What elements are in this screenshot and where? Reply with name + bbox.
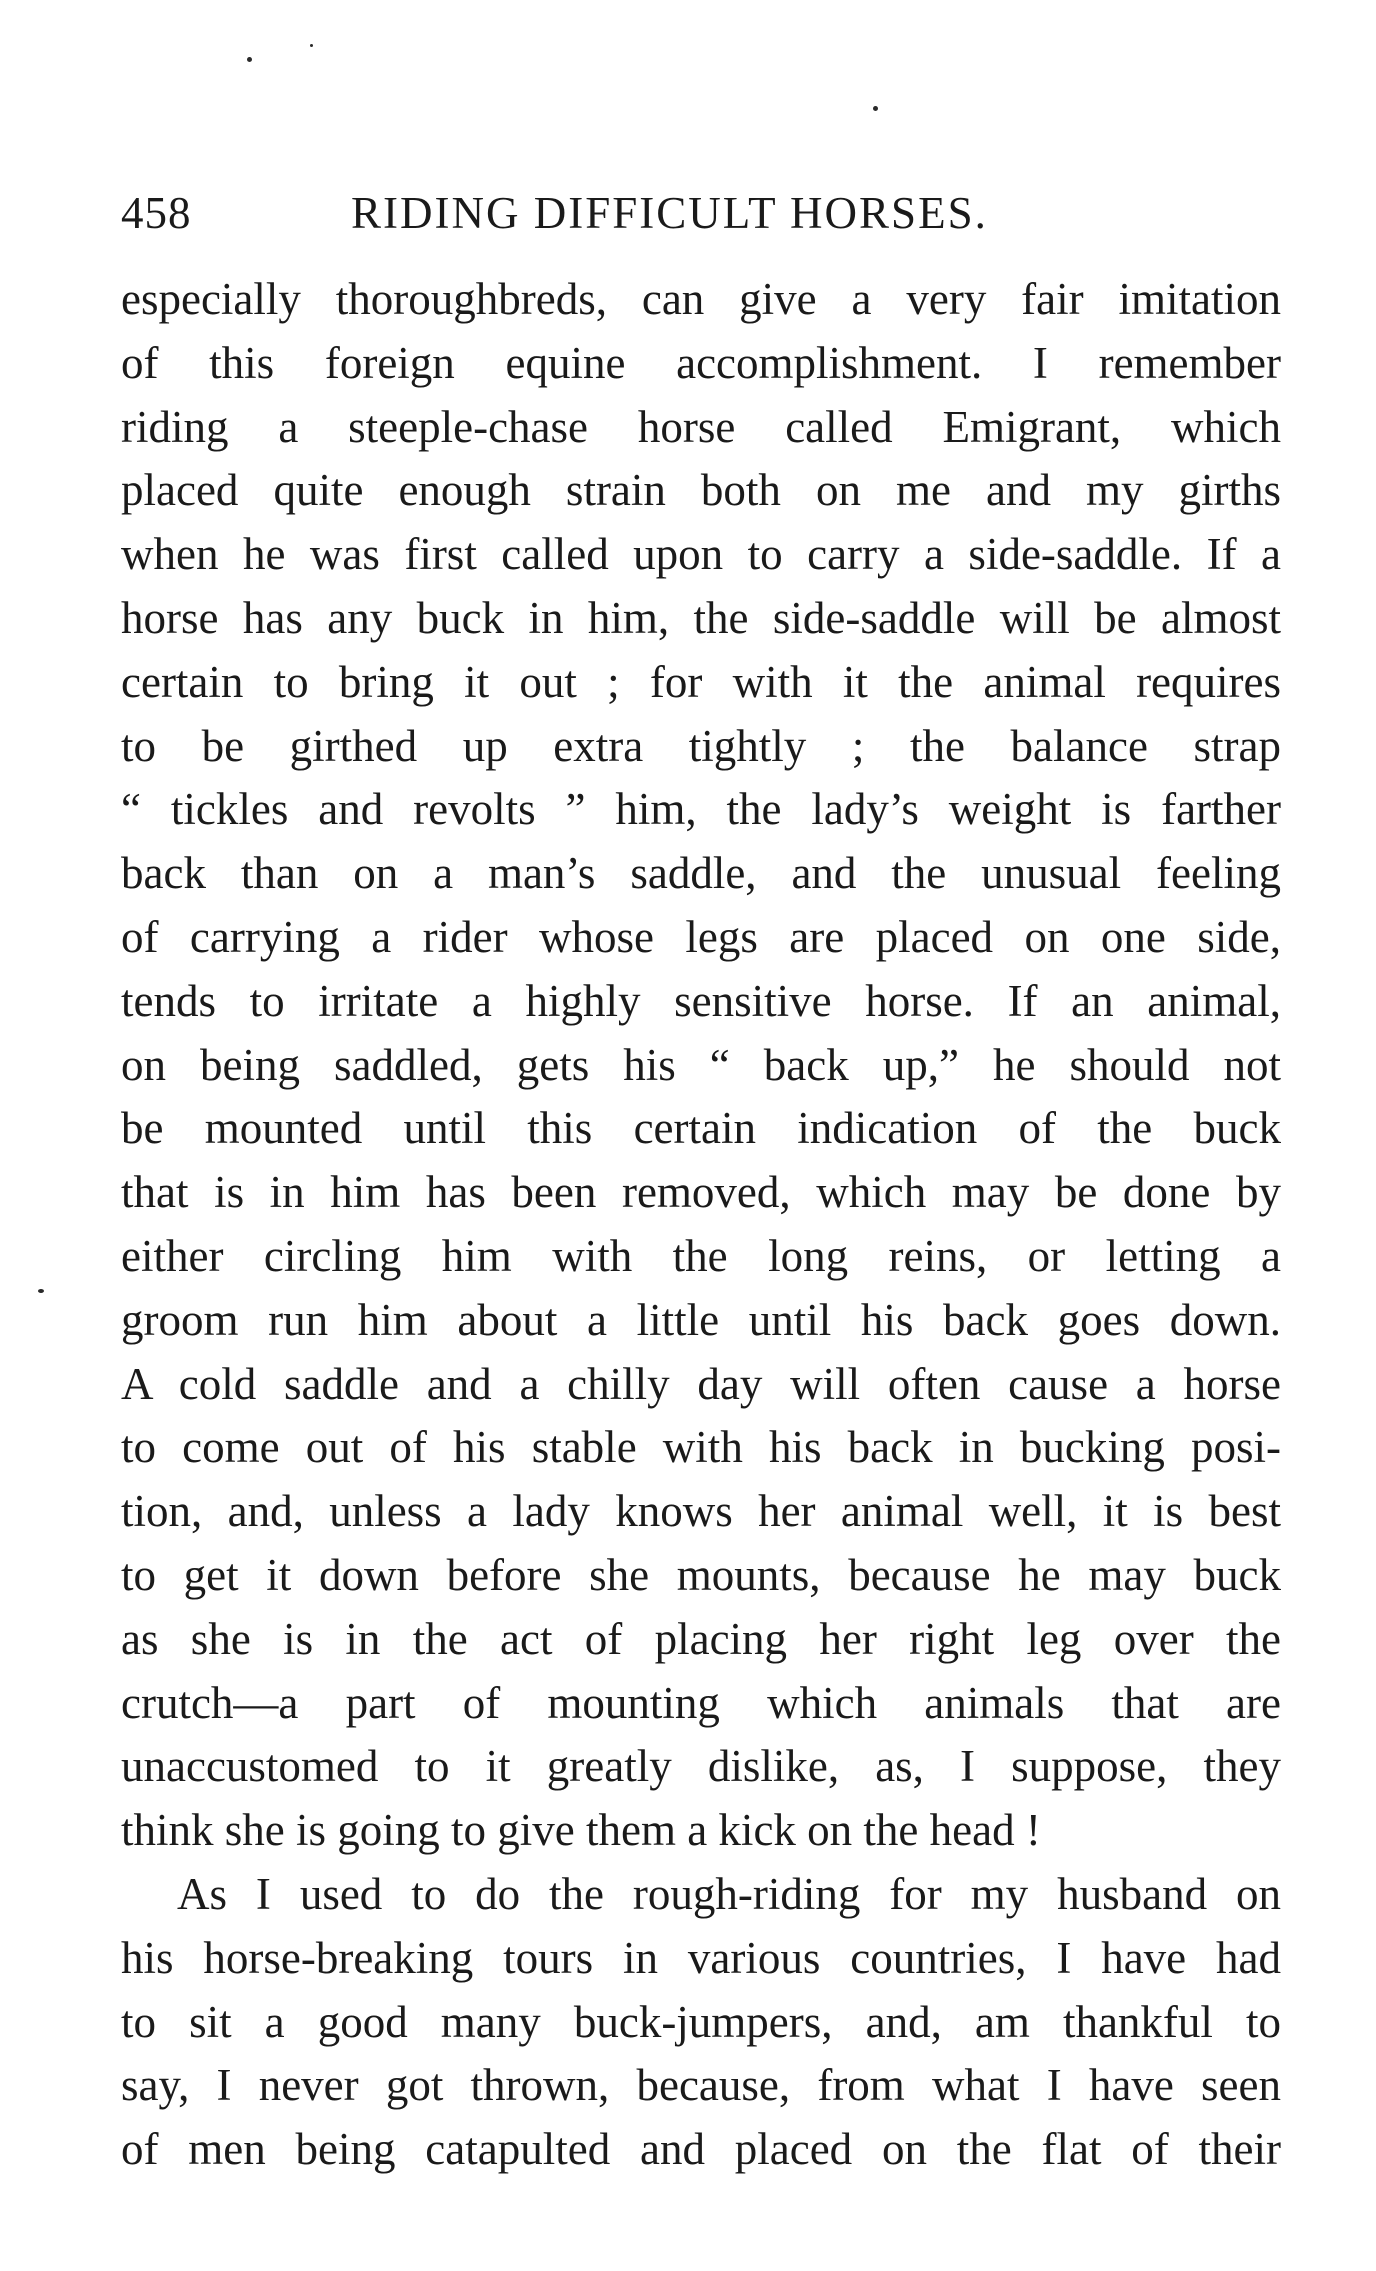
text-line: either circling him with the long reins, or letting a bbox=[121, 1230, 1281, 1281]
scan-speck bbox=[873, 106, 878, 111]
text-line: say, I never got thrown, because, from what I have seen bbox=[121, 2060, 1281, 2111]
text-line: that is in him has been removed, which may be done by bbox=[121, 1167, 1281, 1218]
text-line: tion, and, unless a lady knows her animal well, it is best bbox=[121, 1486, 1281, 1537]
text-line: of men being catapulted and placed on the flat of their bbox=[121, 2124, 1281, 2175]
text-line: crutch—a part of mounting which animals that are bbox=[121, 1677, 1281, 1728]
text-line: to come out of his stable with his back in bucking posi- bbox=[121, 1422, 1281, 1473]
text-line: groom run him about a little until his back goes down. bbox=[121, 1294, 1281, 1345]
text-line: horse has any buck in him, the side-saddle will be almost bbox=[121, 592, 1281, 643]
paragraph bbox=[121, 1863, 1281, 2182]
paragraph bbox=[121, 268, 1281, 1863]
text-line: to be girthed up extra tightly ; the balance strap bbox=[121, 720, 1281, 771]
text-line: certain to bring it out ; for with it the animal requires bbox=[121, 656, 1281, 707]
text-line: A cold saddle and a chilly day will often cause a horse bbox=[121, 1358, 1281, 1409]
text-line: back than on a man’s saddle, and the unusual feeling bbox=[121, 848, 1281, 899]
scan-speck bbox=[38, 1289, 44, 1293]
text-line: As I used to do the rough-riding for my husband on bbox=[177, 1868, 1281, 1919]
scan-speck bbox=[247, 57, 252, 62]
text-line: placed quite enough strain both on me and my girths bbox=[121, 465, 1281, 516]
text-line: think she is going to give them a kick on the head ! bbox=[121, 1805, 1041, 1856]
text-line: “ tickles and revolts ” him, the lady’s weight is farther bbox=[121, 784, 1281, 835]
text-line: be mounted until this certain indication of the buck bbox=[121, 1103, 1281, 1154]
scan-speck bbox=[310, 44, 313, 47]
body-text bbox=[121, 268, 1281, 2182]
page-number: 458 bbox=[121, 188, 192, 238]
text-line: unaccustomed to it greatly dislike, as, I suppose, they bbox=[121, 1741, 1281, 1792]
text-line: his horse-breaking tours in various countries, I have had bbox=[121, 1932, 1281, 1983]
text-line: of carrying a rider whose legs are placed on one side, bbox=[121, 911, 1281, 962]
text-line: as she is in the act of placing her right leg over the bbox=[121, 1613, 1281, 1664]
page-header bbox=[121, 175, 1281, 245]
text-line: when he was first called upon to carry a side-saddle. If a bbox=[121, 529, 1281, 580]
text-line: to get it down before she mounts, because he may buck bbox=[121, 1549, 1281, 1600]
text-line: to sit a good many buck-jumpers, and, am thankful to bbox=[121, 1996, 1281, 2047]
text-line: especially thoroughbreds, can give a very fair imitation bbox=[121, 274, 1281, 324]
text-line: of this foreign equine accomplishment. I remember bbox=[121, 337, 1281, 388]
text-line: riding a steeple-chase horse called Emigrant, which bbox=[121, 401, 1281, 452]
running-head: RIDING DIFFICULT HORSES. bbox=[351, 188, 988, 238]
text-line: tends to irritate a highly sensitive horse. If an animal, bbox=[121, 975, 1281, 1026]
text-line: on being saddled, gets his “ back up,” he should not bbox=[121, 1039, 1281, 1090]
